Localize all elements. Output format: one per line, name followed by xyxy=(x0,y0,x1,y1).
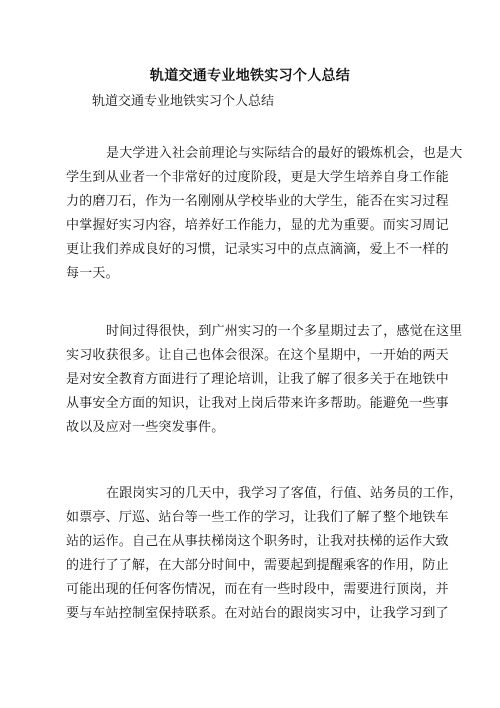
paragraph-line: 更让我们养成良好的习惯，记录实习中的点点滴滴，爱上不一样的 xyxy=(66,242,449,257)
paragraph-line: 从事安全方面的知识，让我对上岗后带来许多帮助。能避免一些事 xyxy=(66,396,449,411)
paragraph-line: 学生到从业者一个非常好的过度阶段，更是大学生培养自身工作能 xyxy=(66,170,449,185)
paragraph-line: 要与车站控制室保持联系。在对站台的跟岗实习中，让我学习到了 xyxy=(66,606,449,621)
paragraph-line: 在跟岗实习的几天中，我学习了客值，行值、站务员的工作， xyxy=(106,486,463,501)
paragraph-1 xyxy=(66,142,463,286)
paragraph-line: 是对安全教育方面进行了理论培训，让我了解了很多关于在地铁中 xyxy=(66,372,449,387)
paragraph-line: 实习收获很多。让自己也体会很深。在这个星期中，一开始的两天 xyxy=(66,348,449,363)
paragraph-line: 站的运作。自己在从事扶梯岗这个职务时，让我对扶梯的运作大致 xyxy=(66,534,449,549)
paragraph-line: 每一天。 xyxy=(66,266,119,281)
paragraph-line: 时间过得很快，到广州实习的一个多星期过去了，感觉在这里 xyxy=(106,324,463,339)
paragraph-line: 的进行了了解，在大部分时间中，需要起到提醒乘客的作用，防止 xyxy=(66,558,449,573)
paragraph-line: 中掌握好实习内容，培养好工作能力，显的尤为重要。而实习周记 xyxy=(66,218,449,233)
paragraph-line: 可能出现的任何客伤情况，而在有一些时段中，需要进行顶岗，并 xyxy=(66,582,449,597)
paragraph-line: 是大学进入社会前理论与实际结合的最好的锻炼机会，也是大 xyxy=(106,146,463,161)
paragraph-2 xyxy=(66,320,463,440)
document-subtitle: 轨道交通专业地铁实习个人总结 xyxy=(92,94,275,109)
document-title: 轨道交通专业地铁实习个人总结 xyxy=(149,68,351,84)
paragraph-3 xyxy=(66,482,463,626)
paragraph-line: 故以及应对一些突发事件。 xyxy=(66,420,225,435)
paragraph-line: 如票亭、厅巡、站台等一些工作的学习，让我们了解了整个地铁车 xyxy=(66,510,449,525)
paragraph-line: 力的磨刀石，作为一名刚刚从学校毕业的大学生，能否在实习过程 xyxy=(66,194,449,209)
